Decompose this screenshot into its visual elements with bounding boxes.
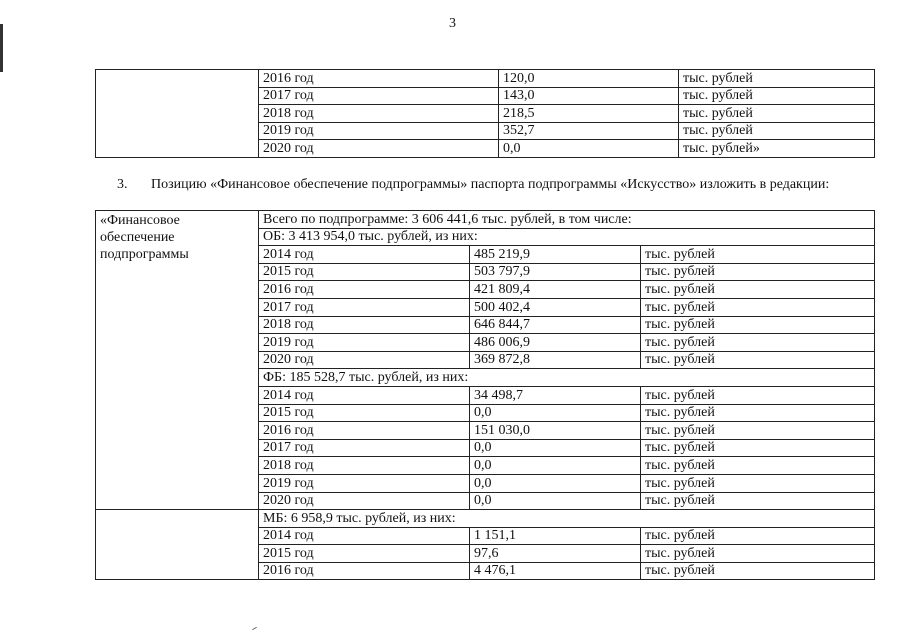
scan-speck (252, 627, 257, 630)
financing-table (95, 210, 875, 580)
value-cell: 34 498,7 (470, 386, 641, 404)
value-cell: 352,7 (499, 122, 679, 140)
year-cell: 2017 год (259, 87, 499, 105)
year-cell: 2018 год (259, 105, 499, 123)
unit-cell: тыс. рублей (641, 457, 875, 475)
unit-cell: тыс. рублей (641, 404, 875, 422)
unit-cell: тыс. рублей (679, 105, 875, 123)
value-cell: 0,0 (470, 404, 641, 422)
page-number: 3 (449, 16, 456, 31)
year-cell: 2020 год (259, 492, 470, 510)
unit-cell: тыс. рублей (641, 422, 875, 440)
unit-cell: тыс. рублей (641, 281, 875, 299)
total-row (96, 211, 875, 229)
unit-cell: тыс. рублей (641, 351, 875, 369)
value-cell: 0,0 (470, 492, 641, 510)
value-cell: 500 402,4 (470, 298, 641, 316)
year-cell: 2019 год (259, 122, 499, 140)
total-cell: Всего по подпрограмме: 3 606 441,6 тыс. рублей, в том числе: (259, 211, 875, 229)
unit-cell: тыс. рублей (641, 386, 875, 404)
year-cell: 2020 год (259, 140, 499, 158)
year-cell: 2017 год (259, 439, 470, 457)
year-cell: 2015 год (259, 263, 470, 281)
value-cell: 0,0 (470, 474, 641, 492)
unit-cell: тыс. рублей» (679, 140, 875, 158)
blank-label-cell (96, 70, 259, 158)
unit-cell: тыс. рублей (641, 263, 875, 281)
value-cell: 646 844,7 (470, 316, 641, 334)
value-cell: 485 219,9 (470, 246, 641, 264)
year-cell: 2020 год (259, 351, 470, 369)
table-row (96, 70, 875, 88)
unit-cell: тыс. рублей (641, 316, 875, 334)
year-cell: 2016 год (259, 422, 470, 440)
paragraph-number: 3. (117, 177, 128, 192)
instruction-paragraph (95, 176, 865, 193)
value-cell: 0,0 (470, 457, 641, 475)
value-cell: 4 476,1 (470, 562, 641, 580)
unit-cell: тыс. рублей (641, 334, 875, 352)
year-cell: 2016 год (259, 70, 499, 88)
top-financing-table (95, 69, 875, 158)
unit-cell: тыс. рублей (641, 562, 875, 580)
unit-cell: тыс. рублей (641, 246, 875, 264)
value-cell: 218,5 (499, 105, 679, 123)
unit-cell: тыс. рублей (679, 87, 875, 105)
year-cell: 2016 год (259, 562, 470, 580)
year-cell: 2014 год (259, 527, 470, 545)
ob-header-cell: ОБ: 3 413 954,0 тыс. рублей, из них: (259, 228, 875, 246)
label-cell: «Финансовое обеспечение подпрограммы (96, 211, 259, 510)
unit-cell: тыс. рублей (679, 122, 875, 140)
unit-cell: тыс. рублей (641, 545, 875, 563)
unit-cell: тыс. рублей (641, 439, 875, 457)
year-cell: 2019 год (259, 474, 470, 492)
fb-header-cell: ФБ: 185 528,7 тыс. рублей, из них: (259, 369, 875, 387)
mb-header (96, 510, 875, 528)
unit-cell: тыс. рублей (641, 527, 875, 545)
unit-cell: тыс. рублей (641, 474, 875, 492)
year-cell: 2017 год (259, 298, 470, 316)
value-cell: 143,0 (499, 87, 679, 105)
year-cell: 2019 год (259, 334, 470, 352)
paragraph-text: Позицию «Финансовое обеспечение подпрограммы» паспорта подпрограммы «Искусство» изложить в редакции: (151, 177, 830, 192)
value-cell: 503 797,9 (470, 263, 641, 281)
value-cell: 486 006,9 (470, 334, 641, 352)
value-cell: 0,0 (499, 140, 679, 158)
value-cell: 1 151,1 (470, 527, 641, 545)
unit-cell: тыс. рублей (641, 492, 875, 510)
mb-header-cell: МБ: 6 958,9 тыс. рублей, из них: (259, 510, 875, 528)
value-cell: 97,6 (470, 545, 641, 563)
year-cell: 2015 год (259, 545, 470, 563)
year-cell: 2015 год (259, 404, 470, 422)
unit-cell: тыс. рублей (679, 70, 875, 88)
year-cell: 2018 год (259, 316, 470, 334)
year-cell: 2018 год (259, 457, 470, 475)
unit-cell: тыс. рублей (641, 298, 875, 316)
value-cell: 421 809,4 (470, 281, 641, 299)
value-cell: 120,0 (499, 70, 679, 88)
year-cell: 2014 год (259, 246, 470, 264)
value-cell: 0,0 (470, 439, 641, 457)
value-cell: 151 030,0 (470, 422, 641, 440)
year-cell: 2016 год (259, 281, 470, 299)
year-cell: 2014 год (259, 386, 470, 404)
value-cell: 369 872,8 (470, 351, 641, 369)
blank-label-cell (96, 510, 259, 580)
